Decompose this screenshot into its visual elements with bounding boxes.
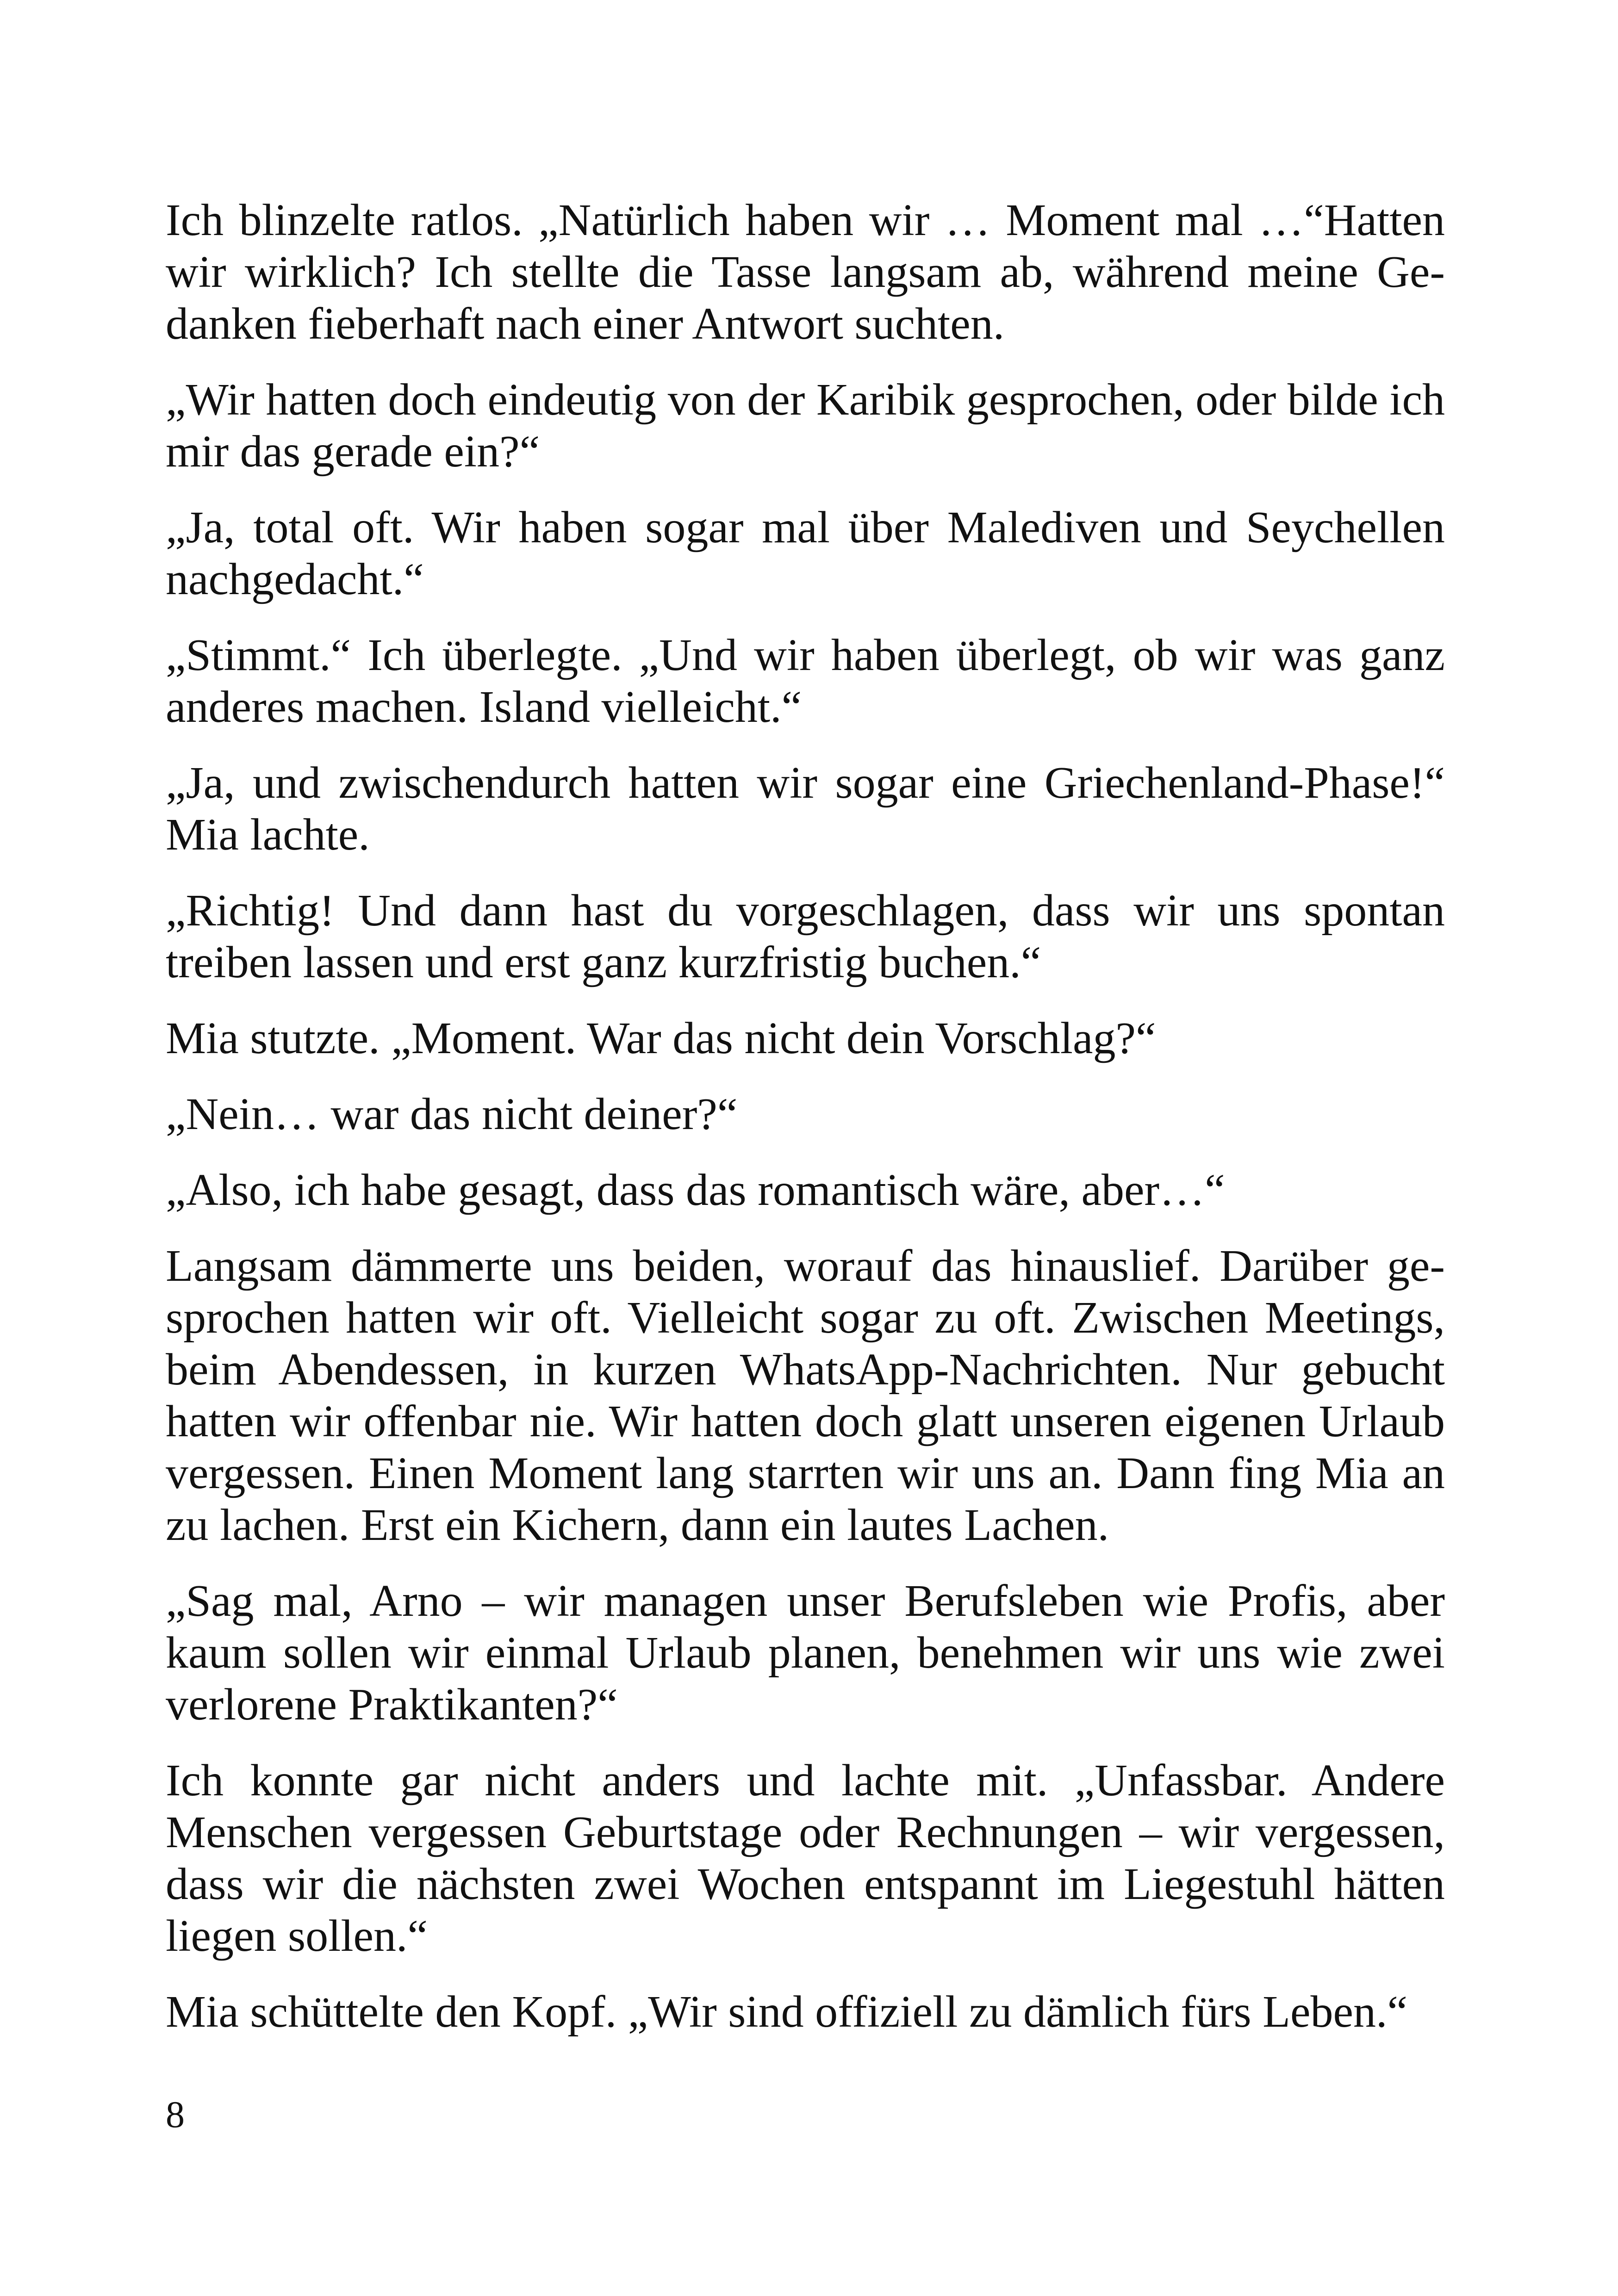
paragraph-4: „Stimmt.“ Ich überlegte. „Und wir haben überlegt, ob wir was ganz anderes machen. Island vielleicht.“: [166, 630, 1445, 732]
paragraph-5: „Ja, und zwischendurch hatten wir sogar eine Griechenland-Phase!“ Mia lachte.: [166, 758, 1445, 860]
paragraph-11: „Sag mal, Arno – wir managen unser Berufsleben wie Profis, aber kaum sollen wir einmal Urlaub planen, benehmen wir uns wie zwei verlorene Praktikanten?“: [166, 1576, 1445, 1730]
paragraph-12: Ich konnte gar nicht anders und lachte mit. „Unfassbar. Andere Menschen vergessen Geburtstage oder Rechnungen – wir vergessen, dass wir die nächsten zwei Wochen entspannt im Liegestuhl hätten liegen sollen.“: [166, 1756, 1445, 1961]
paragraph-3: „Ja, total oft. Wir haben sogar mal über Malediven und Seychellen nachgedacht.“: [166, 503, 1445, 604]
paragraph-2: „Wir hatten doch eindeutig von der Karibik gesprochen, oder bilde ich mir das gerade ein?“: [166, 375, 1445, 477]
paragraph-13: Mia schüttelte den Kopf. „Wir sind offiziell zu dämlich fürs Leben.“: [166, 1987, 1407, 2037]
paragraph-8: „Nein… war das nicht deiner?“: [166, 1089, 738, 1139]
page-number: 8: [166, 2093, 185, 2135]
body-text: [166, 194, 1445, 2062]
paragraph-1: Ich blinzelte ratlos. „Natürlich haben wir … Moment mal …“Hatten wir wirklich? Ich stellte die Tasse langsam ab, während meine Gedanken fieberhaft nach einer Antwort suchten.: [166, 195, 1445, 349]
paragraph-9: „Also, ich habe gesagt, dass das romantisch wäre, aber…“: [166, 1165, 1225, 1215]
paragraph-7: Mia stutzte. „Moment. War das nicht dein Vorschlag?“: [166, 1013, 1156, 1063]
paragraph-6: „Richtig! Und dann hast du vorgeschlagen, dass wir uns spontan treiben lassen und erst ganz kurzfristig buchen.“: [166, 886, 1445, 987]
paragraph-10: Langsam dämmerte uns beiden, worauf das hinauslief. Darüber gesprochen hatten wir oft. Vielleicht sogar zu oft. Zwischen Meetings, beim Abendessen, in kurzen WhatsApp-Nachrichten. Nur gebucht hatten wir offenbar nie. Wir hatten doch glatt unseren eigenen Urlaub vergessen. Einen Moment lang starrten wir uns an. Dann fing Mia an zu lachen. Erst ein Kichern, dann ein lautes Lachen.: [166, 1241, 1445, 1550]
